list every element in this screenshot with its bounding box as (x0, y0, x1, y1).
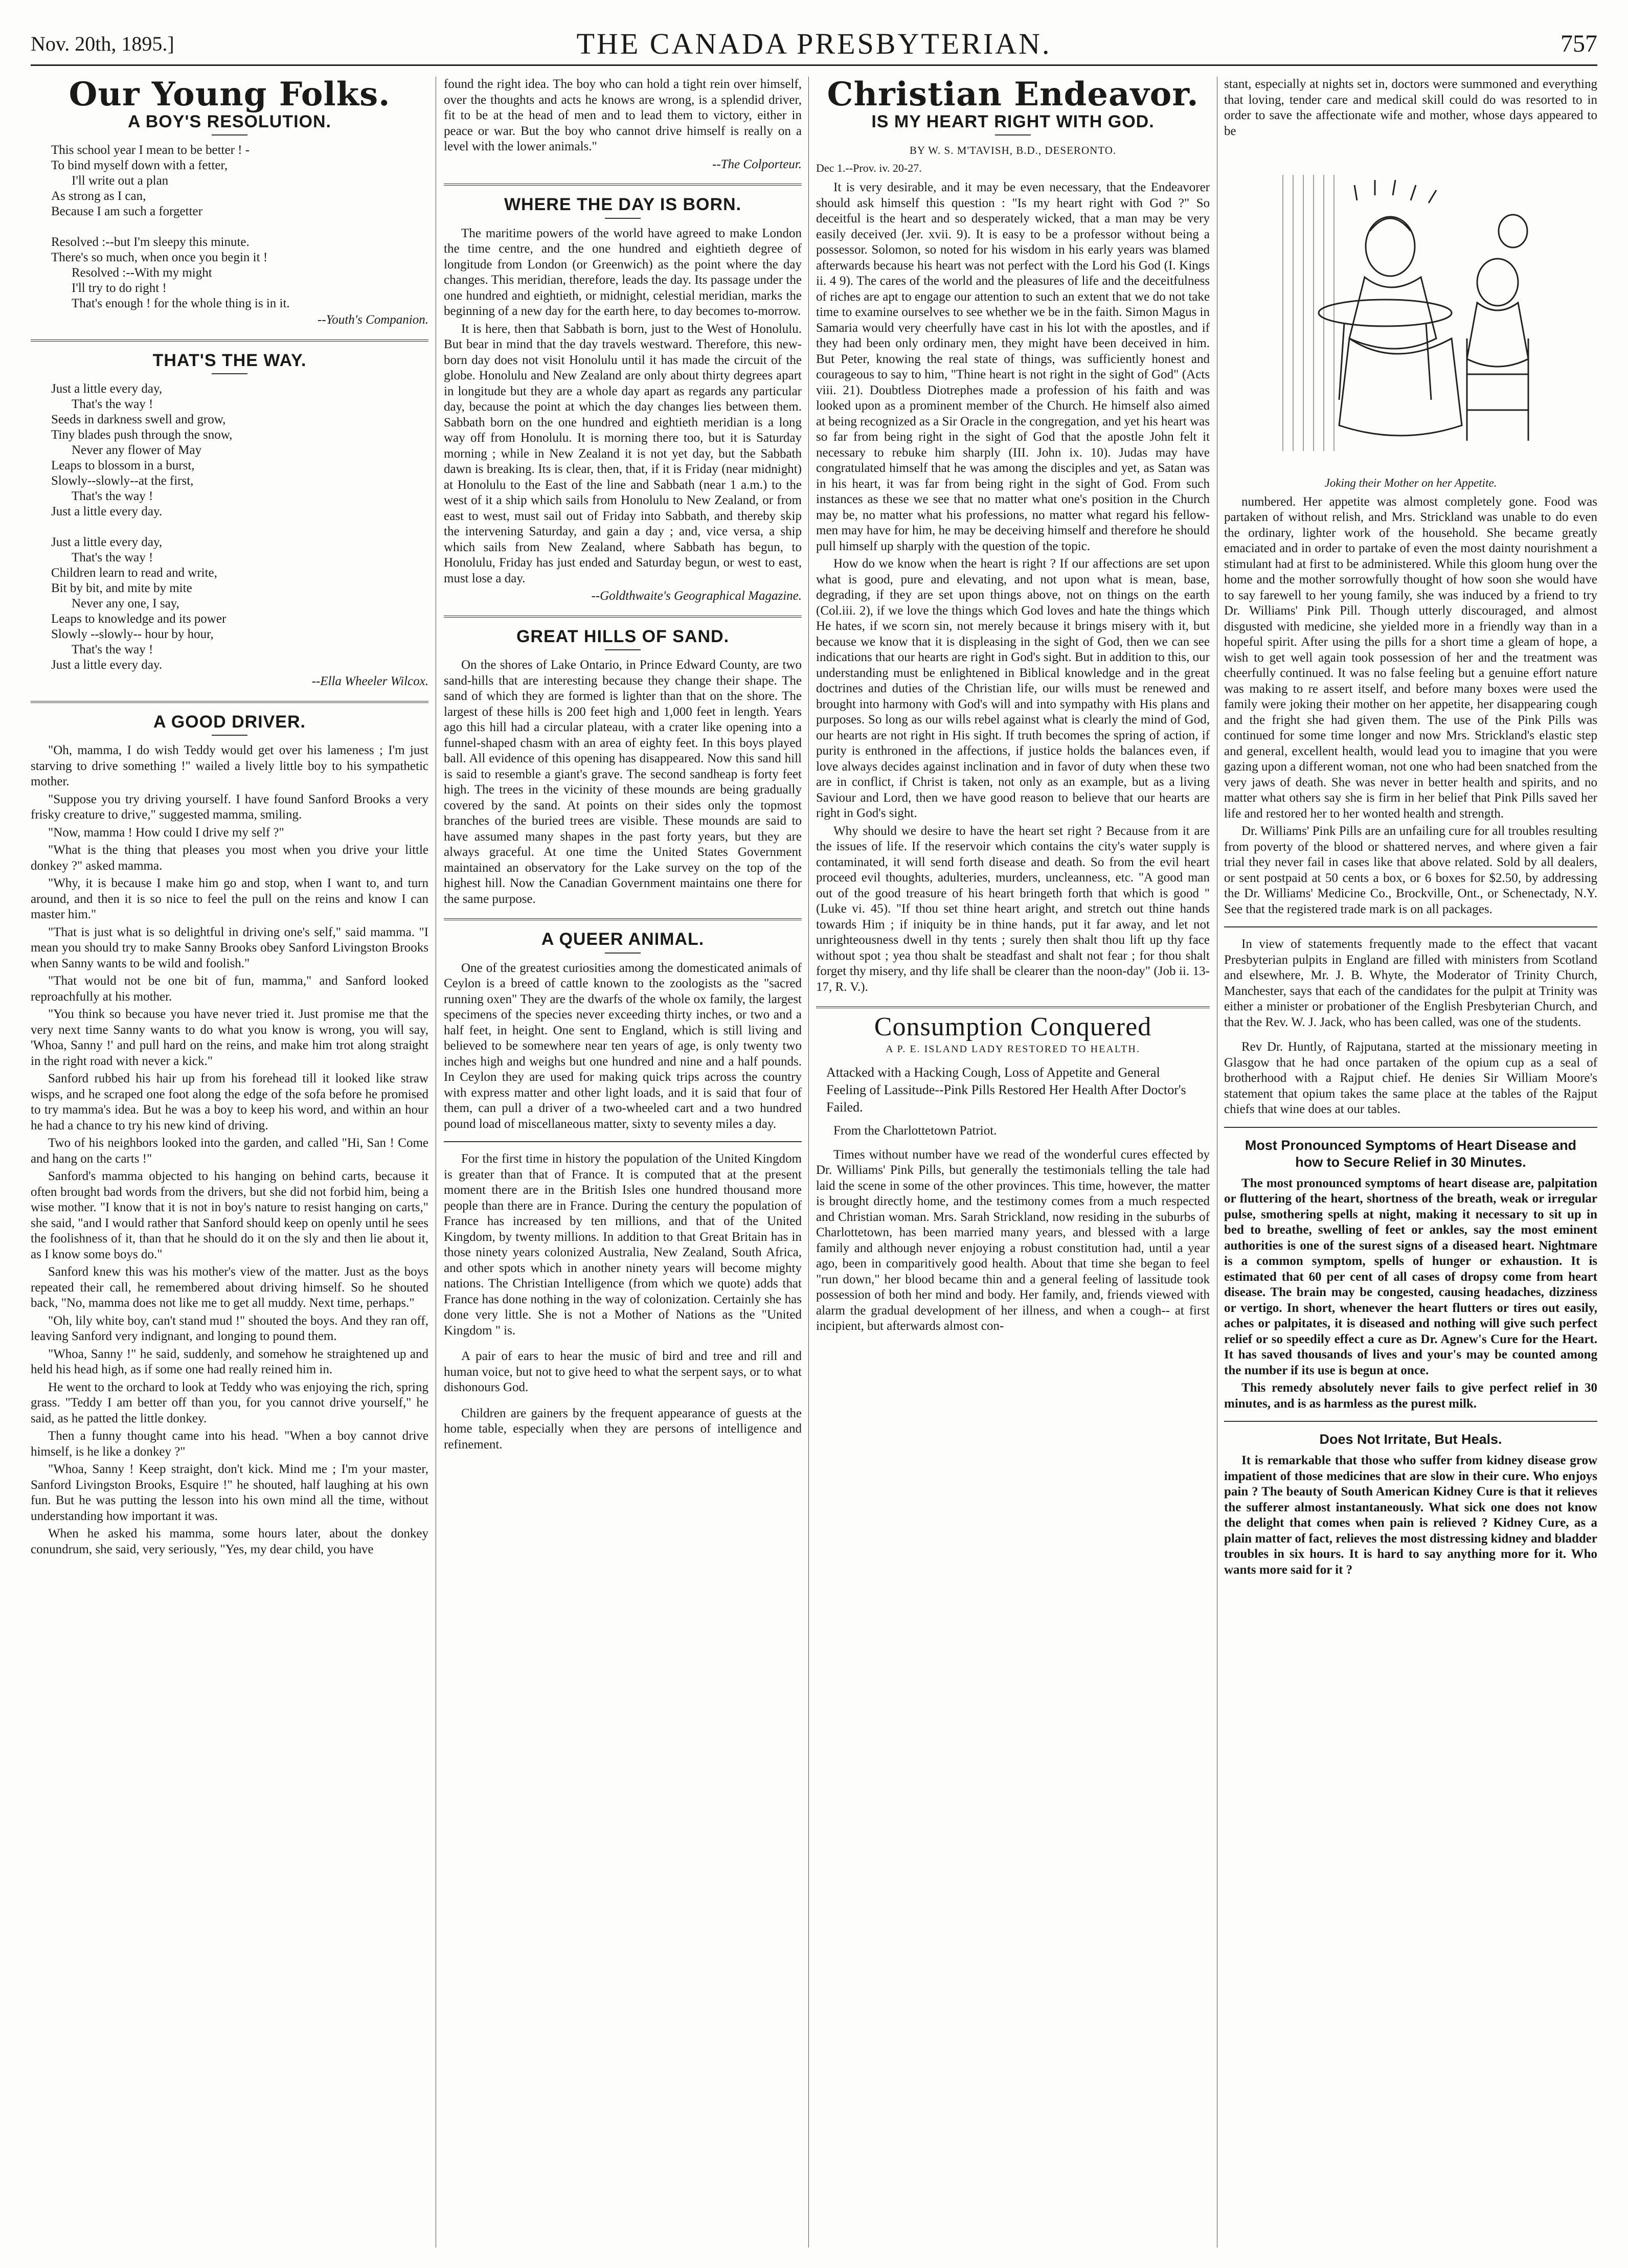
article-title: A BOY'S RESOLUTION. (128, 111, 331, 131)
poem-line: Seeds in darkness swell and grow, (51, 413, 226, 426)
poem-line: That's the way ! (72, 551, 153, 564)
paragraph: "Whoa, Sanny !" he said, suddenly, and somehow he straightened up and held his head high, as if some one had really reined him in. (31, 1347, 428, 1376)
poem-line: That's the way ! (72, 489, 153, 503)
poem-line: That's enough ! for the whole thing is in it. (72, 297, 290, 310)
paragraph: "You think so because you have never tried it. Just promise me that the very next time Sanny wants to do what you know is wrong, you will say, 'Whoa, Sanny !' and pull hard on the reins, and make him trot along straight in the right road with never a kick." (31, 1007, 428, 1068)
poem-line: Just a little every day. (51, 505, 163, 518)
paragraph: Sanford knew this was his mother's view of the matter. Just as the boys repeated their call, he remembered about driving himself. So he shouted back, "No, mamma does not like me to get all muddy. Next time, perhaps." (31, 1265, 428, 1310)
advertisement-title: Most Pronounced Symptoms of Heart Disease and how to Secure Relief in 30 Minutes. (1245, 1137, 1577, 1170)
divider (816, 1006, 1210, 1008)
page-number: 757 (1561, 30, 1597, 57)
paragraph: Dr. Williams' Pink Pills are an unfailing cure for all troubles resulting from poverty of the blood or shattered nerves, and where given a fair trial they never fail in cases like that above related. Sold by all dealers, or sent postpaid at 50 cents a box, or 6 boxes for $2.50, by addressing the Dr. Williams' Medicine Co., Brockville, Ont., or Schenectady, N.Y. See that the registered trade mark is on all packages. (1224, 824, 1597, 916)
advertisement-body (1224, 494, 1597, 918)
paragraph: It is here, then that Sabbath is born, just to the West of Honolulu. But bear in mind that the day travels westward. Therefore, this new-born day does not visit Honolulu until it has made the circuit of the globe. Honolulu and New Zealand are only about thirty degrees apart in longitude but they are a whole day apart as regards any particular day, because the point at which the day changes lies between them. Sabbath born on the one hundred and eightieth meridian is a long way off from Honolulu. It is morning there too, but it is Saturday morning ; while in New Zealand it is not yet day, but the Sabbath dawn is breaking. Its is clear, then, that, if it is Friday (near midnight) at Honolulu to the East of the line and Sabbath (near 1 a.m.) to the west of it a ship which sails from Honolulu to New Zealand, or from east to west, must sail out of Friday into Sabbath, and thereby skip the intervening Saturday, and gain a day ; and, vice versa, a ship which sails from New Zealand, where Sabbath has begun, to Honolulu, Friday has just ended and Saturday begun, or west to east, must lose a day. (444, 322, 802, 585)
paragraph: Sanford rubbed his hair up from his forehead till it looked like straw wisps, and he scraped one foot along the edge of the sofa before he promised to try mamma's idea. But he was a boy to keep his word, and within an hour he had a chance to try his new kind of driving. (31, 1072, 428, 1132)
advertisement-title: Does Not Irritate, But Heals. (1319, 1432, 1502, 1447)
column-4 (1224, 77, 1597, 2248)
divider (444, 184, 802, 186)
poem-line: Slowly--slowly--at the first, (51, 474, 194, 488)
department-title: Christian Endeavor. (827, 77, 1199, 114)
masthead-title: THE CANADA PRESBYTERIAN. (576, 27, 1052, 60)
poem-line: To bind myself down with a fetter, (51, 158, 228, 172)
paragraph: "Now, mamma ! How could I drive my self ?" (48, 825, 284, 840)
paragraph: "Why, it is because I make him go and stop, when I want to, and turn around, and then it is so nice to feel the pull on the reins and know I can master him." (31, 876, 428, 921)
poem-line: Children learn to read and write, (51, 566, 217, 580)
poem-line: Because I am such a forgetter (51, 205, 202, 218)
article-title: A GOOD DRIVER. (153, 712, 306, 732)
paragraph: found the right idea. The boy who can hold a tight rein over himself, over the thoughts and acts he knows are wrong, is a splendid driver, fit to be at the head of men and to lead them to victory, either in peace or war. But the boy who cannot drive himself is really on a level with the lower animals." (444, 77, 802, 153)
advertisement-title: Consumption Conquered (874, 1012, 1152, 1041)
divider (995, 134, 1031, 135)
article-title: IS MY HEART RIGHT WITH GOD. (871, 111, 1155, 131)
paragraph: One of the greatest curiosities among the domesticated animals of Ceylon is a breed of cattle known to the zoologists as the "sacred running oxen" They are the dwarfs of the whole ox family, the largest specimens of the species never exceeding thirty inches, or two and a half feet, in height. One sent to England, which is still living and believed to be somewhere near ten years of age, is only twenty two inches high and weighs but one hundred and nine and a half pounds. In Ceylon they are used for making quick trips across the country with express matter and other light loads, and it is said that four of them, can pull a driver of a two-wheeled cart and a two hundred pound load of miscellaneous matter, sixty to seventy miles a day. (444, 961, 802, 1131)
paragraph: He went to the orchard to look at Teddy who was enjoying the rich, spring grass. "Teddy I am better off than you, for you cannot drive yourself," he said, as he patted the little donkey. (31, 1380, 428, 1425)
credit: --Youth's Companion. (318, 313, 428, 327)
poem-line: Just a little every day. (51, 658, 163, 672)
poem-line: Resolved :--but I'm sleepy this minute. (51, 235, 250, 249)
paragraph: "That is just what is so delightful in driving one's self," said mamma. "I mean you should try to make Sanny Brooks obey Sanford Livingston Brooks when Sanny wants to be wild and foolish." (31, 925, 428, 970)
paragraph: "Oh, lily white boy, can't stand mud !" shouted the boys. And they ran off, leaving Sanford very indignant, and longing to pound them. (31, 1313, 428, 1343)
divider (444, 918, 802, 920)
family-illustration (1273, 144, 1549, 471)
column-2 (444, 77, 802, 2248)
article-body (444, 961, 802, 1132)
running-head (31, 27, 1597, 62)
paragraph: "What is the thing that pleases you most when you drive your little donkey ?" asked mamma. (31, 843, 428, 873)
poem-line: Leaps to blossom in a burst, (51, 459, 195, 472)
poem-line: Tiny blades push through the snow, (51, 428, 233, 442)
advertisement-deck: Attacked with a Hacking Cough, Loss of Appetite and General Feeling of Lassitude--Pink Pills Restored Her Health After Doctor's Failed. (826, 1065, 1186, 1115)
divider (1224, 926, 1597, 927)
paragraph: Rev Dr. Huntly, of Rajputana, started at the missionary meeting in Glasgow that he had once partaken of the opium cup as a seal of brotherhood with a Rajput chief. He denies Sir William Moore's statement that opium takes the same place at the tables of the Rajput chiefs that wine does at our tables. (1224, 1040, 1597, 1116)
poem-line: Just a little every day, (51, 382, 163, 396)
divider (444, 616, 802, 618)
paragraph: It is remarkable that those who suffer from kidney disease grow impatient of those medicines that are slow in their cure. Who enjoys pain ? The beauty of South American Kidney Cure is that it relieves the sufferer almost instantaneously. What sick one does not know the delight that comes when pain is relieved ? Kidney Cure, as a plain matter of fact, relieves the most distressing kidney and bladder troubles in six hours. It is hard to say anything more for it. Who wants more said for it ? (1224, 1454, 1597, 1577)
poem-line: Leaps to knowledge and its power (51, 612, 227, 626)
advertisement-body (816, 1147, 1210, 1334)
poem-line: I'll try to do right ! (72, 281, 167, 295)
divider (212, 735, 247, 736)
paragraph: Two of his neighbors looked into the garden, and called "Hi, San ! Come and hang on the carts !" (31, 1136, 428, 1166)
paragraph: stant, especially at nights set in, doctors were summoned and everything that loving, tender care and medical skill could do was resorted to in order to save the affectionate wife and mother, whose days appeared to be (1224, 77, 1597, 138)
paragraph: Then a funny thought came into his head. "When a boy cannot drive himself, is he like a donkey ?" (31, 1429, 428, 1459)
paragraph: "Oh, mamma, I do wish Teddy would get over his lameness ; I'm just starving to drive something !" wailed a lively little boy to his sympathetic mother. (31, 743, 428, 788)
credit: --Ella Wheeler Wilcox. (311, 674, 428, 688)
poem (31, 381, 428, 673)
paragraph: "Whoa, Sanny ! Keep straight, don't kick. Mind me ; I'm your master, Sanford Livingston Brooks, Esquire !" he shouted, half laughing at his own fun. But he was putting the lesson into his own mind all the time, without understanding how important it was. (31, 1462, 428, 1523)
advertisement-subtitle: A P. E. ISLAND LADY RESTORED TO HEALTH. (886, 1043, 1140, 1055)
divider (31, 701, 428, 703)
illustration-caption: Joking their Mother on her Appetite. (1324, 477, 1497, 489)
poem-line: That's the way ! (72, 397, 153, 411)
article-title: A QUEER ANIMAL. (541, 929, 705, 949)
poem-line: Resolved :--With my might (72, 266, 212, 280)
paragraph: Why should we desire to have the heart set right ? Because from it are the issues of life. If the reservoir which contains the city's water supply is contaminated, it will send forth disease and death. So from the evil heart proceed evil thoughts, adulteries, murders, uncleanness, etc. "A good man out of the good treasure of his heart bringeth forth that which is good " (Luke vi. 45). "If thou set thine heart aright, and stretch out thine hands towards Him ; if iniquity be in thine hands, put it far away, and let not unrighteousness dwell in thy tents ; surely then shalt thou lift up thy face without spot ; yea thou shalt be steadfast and shalt not fear ; for thou shalt forget thy misery, and thy life shall be clearer than the noon-day" (Job ii. 13-17, R. V.). (816, 824, 1210, 994)
poem-line: Bit by bit, and mite by mite (51, 581, 192, 595)
paragraph: How do we know when the heart is right ? If our affections are set upon what is good, pure and elevating, and not upon what is mean, base, degrading, if they are set upon things above, not on things on the earth (Col.iii. 2), if we love the things which God loves and hate the things which He hates, if we scorn sin, not merely because it brings misery with it, but because we know that it is displeasing in the sight of God, then we can see indications that our hearts are right in God's sight. But in addition to this, our understanding must be enlightened in Biblical knowledge and in the great doctrines and duties of the Christian life, our wills must be renewed and brought into harmony with God's will and into sympathy with His plans and purposes. So long as our wills rebel against what is clearly the mind of God, our hearts are not right in His sight. If truth becomes the spring of action, if purity is enthroned in the affections, if justice holds the balances even, if love always decides against inclination and in favor of duty when these two are in conflict, if Christ is taken, not only as an example, but as a living Saviour and Lord, then we have good reason to believe that our hearts are right in God's sight. (816, 557, 1210, 820)
article-title: THAT'S THE WAY. (152, 350, 307, 370)
paragraph: numbered. Her appetite was almost completely gone. Food was partaken of without relish, and Mrs. Strickland was unable to do even the ordinary, lighter work of the household. She became greatly emaciated and in order to partake of even the most dainty nourishment a stimulant had at first to be administered. While this gloom hung over the home and the mother sorrowfully thought of how soon she would have to say farewell to her young family, she was induced by a friend to try Dr. Williams' Pink Pill. Though utterly discouraged, and almost disgusted with medicine, she yielded more in a friendly way than in a hopeful spirit. After using the pills for a short time a gleam of hope, a wish to get well again took possession of her and the treatment was cheerfully continued. It was no false feeling but a genuine effort nature was making to re assert itself, and before many boxes were used the family were joking their mother on her appetite, her disappearing cough and the fright she had given them. The use of the Pink Pills was continued for some time longer and now Mrs. Strickland's elastic step and general, excellent health, would lead you to imagine that you were gazing upon a different woman, not one who had been snatched from the very jaws of death. She was never in better health and spirits, and no matter what others say she is firm in her belief that Pink Pills saved her life and restored her to her wonted health and strength. (1224, 494, 1597, 821)
poem-line: There's so much, when once you begin it ! (51, 251, 268, 264)
divider (1224, 1421, 1597, 1422)
paragraph: On the shores of Lake Ontario, in Prince Edward County, are two sand-hills that are interesting because they change their shape. The sand of which they are formed is lighter than that on the shore. The largest of these hills is 200 feet high and 1,000 feet in length. Years ago this hill had a circular plateau, with a crater like opening into a funnel-shaped chasm with an area of eighty feet. In this boys played ball. All evidence of this opening has disappeared. Now this sand hill is said to resemble a giant's grave. The second sandheap is forty feet high. The trees in the vicinity of these mounds are being gradually covered by the sand. At points on their sides only the topmost branches of the buried trees are visible. These mounds are said to have assumed many shapes in the past forty years, but they are always graceful. At one time the United States Government maintained an observatory for the Lake survey on the top of the highest hill. Now the Canadian Government maintains one there for the same purpose. (444, 658, 802, 906)
column-1 (31, 77, 428, 2248)
byline: BY W. S. M'TAVISH, B.D., DESERONTO. (909, 144, 1117, 156)
divider (212, 134, 247, 135)
paragraph: Sanford's mamma objected to his hanging on behind carts, because it often brought bad words from the drivers, but she did not forbid him, being a wise mother. "I know that it is not in boy's nature to resist hanging on carts," she said, "and I would rather that Sanford should keep on openly until he sees the foolishness of it, than that he should do it on the sly and then lie about it, as I know some boys do." (31, 1169, 428, 1261)
paragraph: The most pronounced symptoms of heart disease are, palpitation or fluttering of the heart, shortness of the breath, weak or irregular pulse, smothering spells at night, making it necessary to sit up in bed to breathe, swelling of feet or ankles, say the most eminent authorities is one of the surest signs of a diseased heart. Nightmare is a common symptom, spells of hunger or exhaustion. It is estimated that 60 per cent of all cases of dropsy come from heart disease. The brain may be congested, causing headaches, dizziness or vertigo. In short, whenever the heart flutters or tires out easily, aches or palpitates, it is diseased and nothing will give such perfect relief or so speedily effect a cure as Dr. Agnew's Cure for the Heart. It has saved thousands of lives and your's may be counted among the number if its use is begun at once. (1224, 1176, 1597, 1377)
poem-line: As strong as I can, (51, 189, 146, 203)
divider (1224, 1127, 1597, 1128)
advertisement-body (1224, 1176, 1597, 1412)
poem-line: Just a little every day, (51, 535, 163, 549)
source-line: From the Charlottetown Patriot. (833, 1124, 997, 1138)
credit: --The Colporteur. (712, 157, 802, 171)
article-body (444, 226, 802, 587)
scripture-reference: Dec 1.--Prov. iv. 20-27. (816, 161, 922, 174)
advertisement-body (1224, 1453, 1597, 1578)
divider (212, 373, 247, 374)
paragraph: When he asked his mamma, some hours later, about the donkey conundrum, she said, very seriously, "Yes, my dear child, you have (31, 1527, 428, 1556)
column-rule (808, 77, 809, 2248)
poem-line: Never any one, I say, (72, 597, 179, 610)
department-title: Our Young Folks. (69, 77, 391, 114)
credit: --Goldthwaite's Geographical Magazine. (591, 589, 802, 603)
divider (31, 339, 428, 342)
poem (31, 143, 428, 311)
paragraph: "That would not be one bit of fun, mamma," and Sanford looked reproachfully at his mother. (31, 974, 428, 1004)
paragraph: It is very desirable, and it may be even necessary, that the Endeavorer should ask himself this question : "Is my heart right with God ?" So deceitful is the heart and so desperately wicked, that a man may be very easily deceived (Jer. xvii. 9). It is easy to be a professor without being a possessor. Solomon, so noted for his wisdom in his early years was blamed afterwards because his heart was not perfect with the Lord his God (I. Kings ii. 4 9). The cares of the world and the pleasures of life and the deceitfulness of riches are apt to engage our attention to such an extent that we do not take time to examine ourselves to see whether we be in the faith. Simon Magus in Samaria would very cheerfully have cast in his lot with the apostles, and if they had been only ordinary men, they might have been deceived in him. But Peter, knowing the real state of things, was sufficiently honest and courageous to say to him, "Thine heart is not right in the sight of God" (Acts viii. 21). Doubtless Diotrephes made a profession of his faith and was looked upon as a prominent member of the Church. He himself also aimed at being recognized as a Sir Oracle in the congregation, and yet his heart was so far from being right in the sight of God that the apostle John felt it necessary to rebuke him sharply (III. John ix. 10). Judas may have congratulated himself that he was among the disciples and yet, as Satan was in his heart, it was far from being right in the sight of God. From such instances as these we see that no matter what one's position in the Church may be, no matter what his professions, no matter what regard his fellow-men may have for him, he may be deceiving himself and therefore he should pull himself up sharply with the question of the topic. (816, 180, 1210, 553)
paragraph: Children are gainers by the frequent appearance of guests at the home table, especially when they are persons of intelligence and refinement. (444, 1406, 802, 1451)
divider (605, 218, 641, 219)
poem-line (51, 219, 428, 235)
paragraph: Times without number have we read of the wonderful cures effected by Dr. Williams' Pink Pills, but generally the testimonials telling the tale had laid the scene in some of the other provinces. This time, however, the matter is brought directly home, and the testimony comes from a much respected and Christian woman. Mrs. Sarah Strickland, now residing in the suburbs of Charlottetown, has been married many years, and blessed with a large family and although never enjoying a robust constitution had, until a year ago, been in comparitively good health. About that time she began to feel "run down," her blood became thin and a general feeling of lassitude took possession of both her mind and body. Her family, and, friends viewed with alarm the gradual development of her illness, and when a cough-- at first incipient, but afterwards almost con- (816, 1147, 1210, 1333)
poem-line: This school year I mean to be better ! - (51, 143, 250, 157)
paragraph: "Suppose you try driving yourself. I have found Sanford Brooks a very frisky creature to drive," suggested mamma, smiling. (31, 792, 428, 822)
paragraph: In view of statements frequently made to the effect that vacant Presbyterian pulpits in England are filled with ministers from Scotland and elsewhere, Mr. J. B. Whyte, the Moderator of Trinity Church, Manchester, says that each of the candidates for the pulpit at Trinity was either a minister or probationer of the English Presbyterian Church, and that the Rev. W. J. Jack, who has been called, was one of the students. (1224, 937, 1597, 1029)
article-title: WHERE THE DAY IS BORN. (504, 195, 742, 214)
article-title: GREAT HILLS OF SAND. (516, 626, 730, 646)
poem-line: That's the way ! (72, 643, 153, 656)
poem-line: I'll write out a plan (72, 174, 169, 188)
poem-line: Slowly --slowly-- hour by hour, (51, 627, 214, 641)
paragraph: The maritime powers of the world have agreed to make London the time centre, and the one hundred and eightieth degree of longitude from London (or Greenwich) as the point where the day changes. This meridian, therefore, leads the day. Its passage under the one hundred and eightieth, or midnight, celestial meridian, marks the beginning of a new day for the earth here, to day becomes to-morrow. (444, 226, 802, 318)
poem-line: Never any flower of May (72, 443, 202, 457)
column-3 (816, 77, 1210, 2248)
paragraph: A pair of ears to hear the music of bird and tree and rill and human voice, but not to give heed to what the serpent says, or to what dishonours God. (444, 1349, 802, 1394)
article-body (816, 180, 1210, 995)
divider (444, 1141, 802, 1142)
header-rule (31, 64, 1597, 66)
paragraph: This remedy absolutely never fails to give perfect relief in 30 minutes, and is as harmless as the purest milk. (1224, 1381, 1597, 1411)
divider (605, 649, 641, 650)
article-body (444, 657, 802, 907)
article-body (31, 743, 428, 1557)
divider (605, 952, 641, 954)
issue-date: Nov. 20th, 1895.] (31, 32, 174, 55)
poem-line (51, 519, 428, 535)
paragraph: For the first time in history the population of the United Kingdom is greater than that of France. It is computed that at the present moment there are in the British Isles one hundred thousand more people than there are in France. During the century the population of France has increased by ten millions, and that of the United Kingdom, by twenty millions. In addition to that Great Britain has in those ninety years colonized Australia, New Zealand, South Africa, and other spots which in another ninety years will become mighty nations. The Christian Intelligence (from which we quote) adds that France has done nothing in the way of colonization. Certainly she has done very little. She is not a Mother of Nations as the "United Kingdom " is. (444, 1152, 802, 1337)
